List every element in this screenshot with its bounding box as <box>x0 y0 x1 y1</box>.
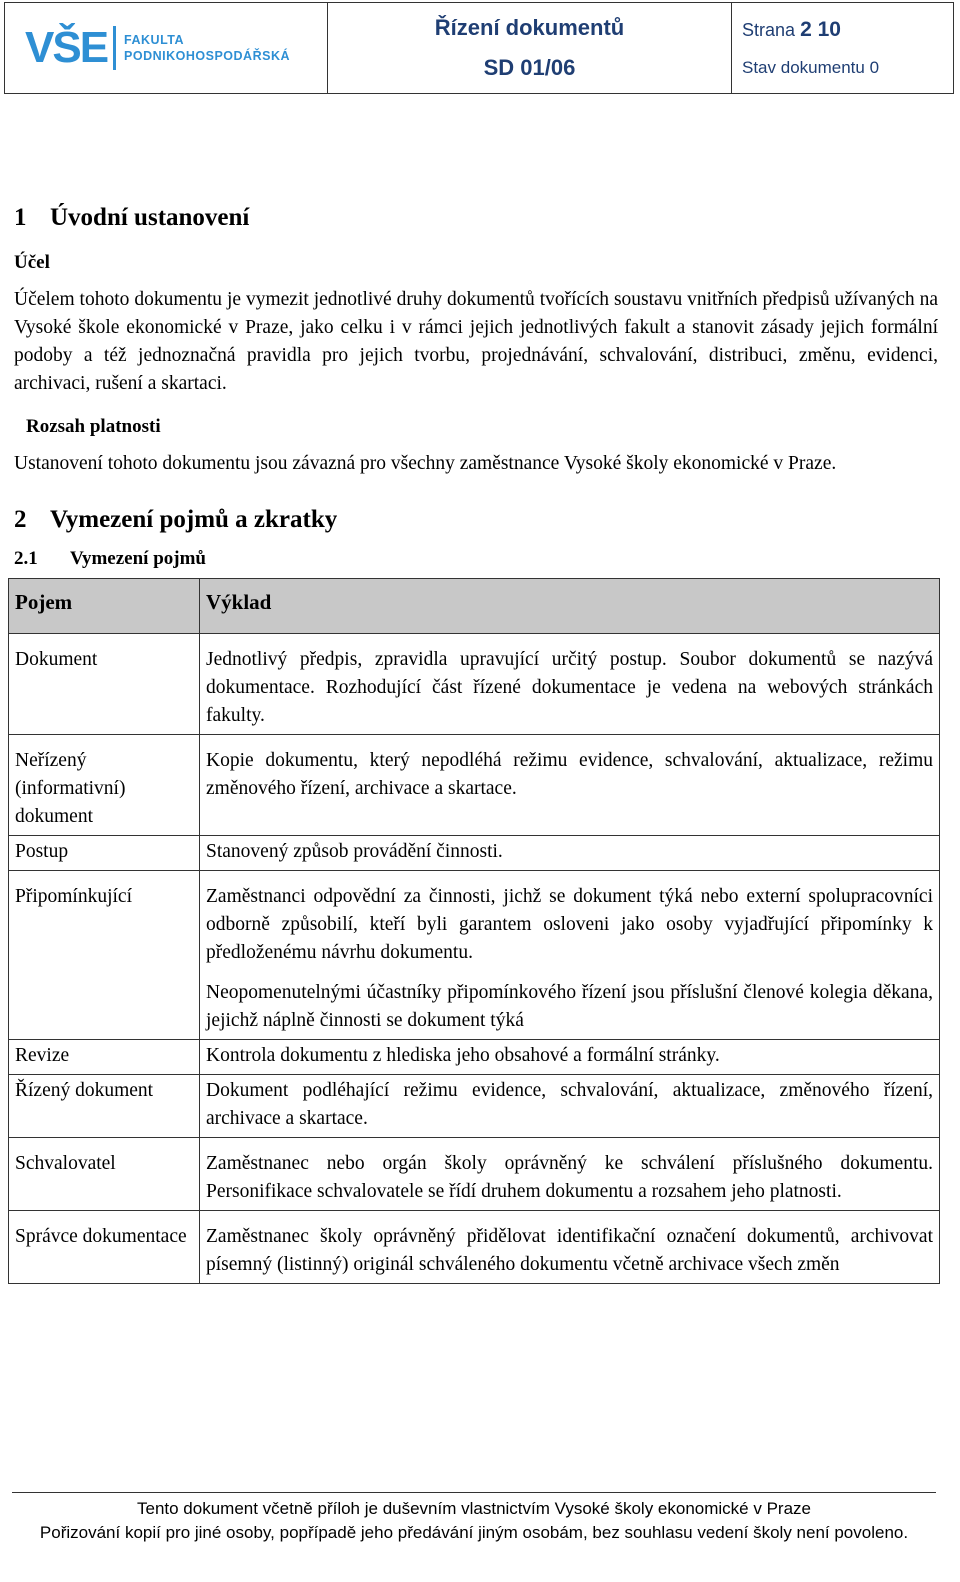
table-row: Správce dokumentace Zaměstnanec školy oprávněný přidělovat identifikační označení dokumentů, archivovat písemný (listinný) originál schváleného dokumentu včetně archivace všech změn <box>9 1211 940 1284</box>
document-footer <box>12 1492 936 1545</box>
purpose-heading: Účel <box>14 252 50 273</box>
page-number: Strana 2 10 <box>742 18 841 41</box>
footer-divider <box>12 1492 936 1493</box>
logo-mark: VŠE <box>25 23 108 72</box>
table-row: Schvalovatel Zaměstnanec nebo orgán školy oprávněný ke schválení příslušného dokumentu. Personifikace schvalovatele se řídí druhem dokumentu a rozsahem jeho platnosti. <box>9 1138 940 1211</box>
table-row: Připomínkující Zaměstnanci odpovědní za činnosti, jichž se dokument týká nebo externí spolupracovníci odborně způsobilí, kteří byli garantem osloveni jako osoby vyjadřující připomínky k předloženému návrhu dokumentu. Neopomenutelnými účastníky připomínkového řízení jsou příslušní členové kolegia děkana, jejichž náplně činnosti se dokument týká <box>9 871 940 1040</box>
document-header <box>4 2 954 94</box>
section-heading-1: 1 Úvodní ustanovení <box>14 204 250 231</box>
definitions-table <box>8 578 940 1284</box>
table-header-row <box>9 579 940 634</box>
header-meta <box>732 3 953 93</box>
header-title-block <box>328 3 732 93</box>
document-body <box>14 196 938 1284</box>
scope-heading: Rozsah platnosti <box>26 416 161 437</box>
footer-line-1: Tento dokument včetně příloh je duševním vlastnictvím Vysoké školy ekonomické v Praze <box>136 1499 811 1518</box>
footer-line-2: Pořizování kopií pro jiné osoby, popřípadě jeho předávání jiným osobám, bez souhlasu vedení školy není povoleno. <box>39 1523 909 1542</box>
document-title: Řízení dokumentů <box>434 15 625 40</box>
column-header-term: Pojem <box>9 579 200 634</box>
table-row: Dokument Jednotlivý předpis, zpravidla upravující určitý postup. Soubor dokumentů se nazývá dokumentace. Rozhodující část řízené dokumentace je vedena na webových stránkách fakulty. <box>9 634 940 735</box>
table-row: Postup Stanovený způsob provádění činnosti. <box>9 836 940 871</box>
document-status: Stav dokumentu 0 <box>742 58 880 77</box>
logo-text: FAKULTA PODNIKOHOSPODÁŘSKÁ <box>124 33 291 63</box>
faculty-logo <box>5 3 328 93</box>
table-row: Revize Kontrola dokumentu z hlediska jeho obsahové a formální stránky. <box>9 1040 940 1075</box>
purpose-text: Účelem tohoto dokumentu je vymezit jednotlivé druhy dokumentů tvořících soustavu vnitřních předpisů užívaných na Vysoké škole ekonomické v Praze, jako celku i v rámci jejich jednotlivých fakult a stanovit zásady jejich formální podoby a též jednoznačná pravidla pro jejich tvorbu, projednávání, schvalování, distribuci, změnu, evidenci, archivaci, rušení a skartaci. <box>14 289 938 394</box>
subsection-heading: 2.1 Vymezení pojmů <box>14 548 206 569</box>
scope-text: Ustanovení tohoto dokumentu jsou závazná pro všechny zaměstnance Vysoké školy ekonomické v Praze. <box>14 453 837 474</box>
table-row: Řízený dokument Dokument podléhající režimu evidence, schvalování, aktualizace, změnového řízení, archivace a skartace. <box>9 1075 940 1138</box>
document-code: SD 01/06 <box>483 55 576 80</box>
section-heading-2: 2 Vymezení pojmů a zkratky <box>14 506 338 533</box>
table-row: Neřízený (informativní) dokument Kopie dokumentu, který nepodléhá režimu evidence, schvalování, aktualizace, režimu změnového řízení, archivace a skartace. <box>9 735 940 836</box>
logo-divider <box>113 26 116 70</box>
column-header-explanation: Výklad <box>200 579 940 634</box>
